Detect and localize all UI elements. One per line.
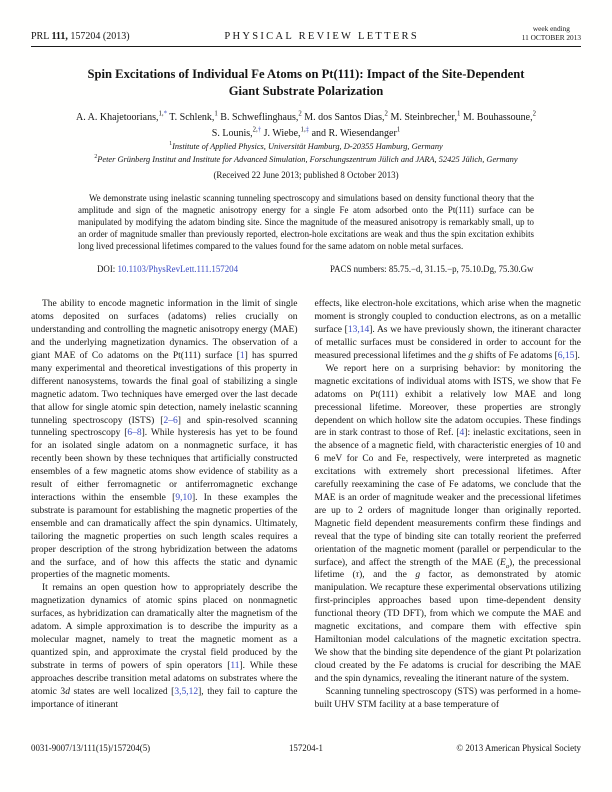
- text-run: τ: [355, 570, 360, 581]
- column-right: [315, 298, 582, 711]
- text-run: Scanning tunneling spectroscopy (STS) was performed in a home-built UHV STM facility at a base temperature of: [314, 686, 581, 710]
- citation-link[interactable]: 6–8: [127, 428, 142, 439]
- text-run: S. Lounis,: [211, 127, 253, 139]
- citation-link[interactable]: 11: [230, 660, 240, 671]
- week-ending-label: week ending: [532, 24, 570, 33]
- text-run: g: [415, 570, 421, 581]
- paragraph: [315, 363, 582, 686]
- doi-link[interactable]: 10.1103/PhysRevLett.111.157204: [117, 264, 239, 275]
- author-list: [31, 110, 581, 141]
- citation-link[interactable]: 2–6: [163, 415, 178, 426]
- text-run: T. Schlenk,: [166, 112, 215, 124]
- footnote-link[interactable]: *: [163, 111, 167, 119]
- affiliation-1: [31, 141, 581, 153]
- issn-code: 0031-9007/13/111(15)/157204(5): [31, 743, 151, 753]
- header-rule: [31, 46, 581, 47]
- text-run: 1: [169, 141, 173, 148]
- text-run: shifts of Fe adatoms [: [473, 351, 558, 362]
- text-run: ] has spurred many experimental and theoretical investigations of this property in different nanosystems, towards the final goal of stabilizing a single magnetic adatom. Two techniques have emerged over the last decade that allow for single atomic spin detection, namely inelastic scanning tunneling spectroscopy (ISTS) [: [31, 351, 298, 426]
- text-run: 111,: [51, 31, 68, 43]
- text-run: ]: inelastic excitations, seen in the absence of a magnetic field, with characteristic energies of 10 and 6 meV for Co and Fe, respectively, were interpreted as magnetic excitations with extremely short precessional lifetimes. After carefully reexamining the case of Fe adatoms, we conclude that the MAE is an order of magnitude weaker and the precessional lifetimes are up to 2 orders of magnitude longer than originally reported. Magnetic field dependent measurements confirm these findings and reveal that the type of binding site can totally reorient the preferred orientation of the magnetic moment (parallel or perpendicular to the surface), and affect the strength of the MAE (: [314, 428, 582, 568]
- paper-title-line1: Spin Excitations of Individual Fe Atoms on Pt(111): Impact of the Site-Dependent: [87, 67, 525, 82]
- pacs-numbers: PACS numbers: 85.75.−d, 31.15.−p, 75.10.Dg, 75.30.Gw: [330, 264, 534, 275]
- text-run: ), and the: [359, 570, 416, 581]
- text-run: J. Wiebe,: [261, 127, 301, 139]
- text-run: ], they fail to capture the importance of itinerant: [31, 686, 298, 710]
- week-ending: [522, 24, 581, 42]
- text-run: 2: [384, 111, 388, 119]
- text-run: 157204 (2013): [67, 31, 130, 43]
- citation-link[interactable]: 1: [239, 351, 245, 362]
- column-left: [31, 298, 298, 711]
- text-run: and R. Wiesendanger: [309, 127, 397, 139]
- doi-pacs-row: [31, 264, 581, 277]
- journal-header: [31, 24, 581, 42]
- text-run: 2,: [252, 126, 258, 134]
- text-run: a: [505, 562, 510, 570]
- abstract: We demonstrate using inelastic scanning tunneling spectroscopy and simulations based on density functional theory that the amplitude and sign of the magnetic anisotropy energy for a single Fe atom adsorbed onto the Pt(111) surface can be manipulated by modifying the adatom binding site. Since the magnitude of the measured anisotropy is remarkably small, up to an order of magnitude smaller than previously reported, electron-hole excitations are weak and thus the spin excitation exhibits long lived precessional lifetimes compared to the values found for the same adatom on noble metal surfaces.: [78, 192, 534, 251]
- text-run: d: [65, 686, 70, 697]
- footnote-link[interactable]: ‡: [305, 126, 310, 134]
- paragraph: [315, 686, 582, 712]
- text-run: We report here on a surprising behavior: by monitoring the magnetic excitations of individual atoms with ISTS, we show that Fe adatoms on Pt(111) exhibit a relatively low MAE and long precessional lifetime. Moreover, these properties are strongly dependent on which hollow site the adatom occupies. These findings are in stark contrast to those of Ref. [: [314, 363, 581, 439]
- author-line-1: [31, 110, 581, 126]
- copyright-notice: © 2013 American Physical Society: [456, 743, 581, 753]
- journal-reference: [31, 31, 130, 42]
- body-columns: [31, 298, 581, 711]
- text-run: E: [500, 557, 506, 568]
- author-line-2: [31, 126, 581, 142]
- text-run: 2: [298, 111, 302, 119]
- text-run: ] and spin-resolved scanning tunneling spectroscopy [: [31, 415, 298, 439]
- text-run: ]. In these examples the substrate is paramount for establishing the magnetic properties of the ensemble and can dramatically affect the spin dynamics. Ultimately, tailoring the magnetic properties on such length scales requires a proper description of the strong hybridization between the adatoms and the surface, and of how this affects the static and dynamic properties of the magnetic moments.: [31, 493, 298, 581]
- text-run: 2: [532, 111, 537, 119]
- received-date: (Received 22 June 2013; published 8 October 2013): [213, 169, 399, 180]
- text-run: effects, like electron-hole excitations, which arise when the magnetic moment is strongly coupled to conduction electrons, as on a metallic surface [: [314, 299, 581, 336]
- journal-title: PHYSICAL REVIEW LETTERS: [224, 31, 419, 43]
- issue-date: 11 OCTOBER 2013: [521, 33, 581, 43]
- citation-link[interactable]: 3,5,12: [174, 686, 199, 697]
- text-run: ]. While hysteresis has yet to be found for an isolated single adatom on a nonmagnetic surface, it has recently been shown by these techniques that artificially constructed ensembles of a few magnetic atoms show evidence of stability as a result of either ferromagnetic or antiferromagnetic exchange interactions within the ensemble [: [31, 428, 298, 504]
- affiliation-2: [31, 154, 581, 166]
- paragraph: [31, 298, 298, 582]
- page-footer: [31, 743, 581, 753]
- text-run: It remains an open question how to appropriately describe the magnetization dynamics of atomic spins placed on nonmagnetic surfaces, as hybridization can dramatically alter the magnetism of the adatom. A simple approximation is to describe the impurity as a molecular magnet, namely to treat the magnetic moment as a quantized spin, and approximate the crystal field produced by the substrate in terms of powers of spin operators [: [31, 583, 298, 671]
- text-run: g: [468, 351, 474, 362]
- citation-link[interactable]: 6,15: [557, 351, 575, 362]
- footnote-link[interactable]: †: [257, 126, 262, 134]
- citation-link[interactable]: 13,14: [347, 325, 370, 336]
- doi-label: DOI:: [97, 264, 118, 275]
- paper-title: [31, 66, 581, 99]
- text-run: factor, as demonstrated by atomic manipulation. We recapture these experimental observations utilizing first-principles approaches based upon time-dependent density functional theory (TD DFT), from which we compute the MAE and magnetic excitations, and compare them with effective spin Hamiltonian model calculations of the magnetic excitation spectra. We show that the binding site dependence of the giant Pt polarization cloud created by the Fe adatoms is crucial for describing the MAE and the spin dynamics, revealing the itinerant nature of the system.: [314, 570, 581, 684]
- text-run: M. dos Santos Dias,: [301, 112, 385, 124]
- text-run: 1: [214, 111, 218, 119]
- text-run: 1,: [300, 126, 306, 134]
- text-run: ].: [574, 351, 580, 362]
- paragraph: [31, 582, 298, 711]
- text-run: The ability to encode magnetic information in the limit of single atoms deposited on surfaces (adatoms) relies crucially on understanding and controlling the magnetic anisotropy energy (MAE) and the underlying magnetization dynamics. The observation of a giant MAE of Co adatoms on the Pt(111) surface [: [31, 299, 298, 362]
- text-run: 1,: [158, 111, 164, 119]
- text-run: Peter Grünberg Institut and Institute for Advanced Simulation, Forschungszentrum Jülich and JARA, 52425 Jülich, Germany: [97, 154, 518, 164]
- text-run: ]. As we have previously shown, the itinerant character of metallic surfaces must be considered in order to account for the measured precessional lifetimes and the: [314, 325, 581, 362]
- text-run: B. Schweflinghaus,: [217, 112, 299, 124]
- citation-link[interactable]: 4: [459, 428, 465, 439]
- text-run: Institute of Applied Physics, Universität Hamburg, D-20355 Hamburg, Germany: [172, 142, 443, 152]
- text-run: A. A. Khajetoorians,: [75, 112, 159, 124]
- citation-link[interactable]: 9,10: [175, 493, 192, 504]
- text-run: states are well localized [: [69, 686, 175, 697]
- page-number: 157204-1: [288, 743, 323, 753]
- text-run: 1: [396, 126, 401, 134]
- paragraph: [315, 298, 582, 363]
- text-run: M. Steinbrecher,: [387, 112, 457, 124]
- text-run: PRL: [31, 31, 52, 43]
- doi: [97, 264, 238, 274]
- text-run: M. Bouhassoune,: [460, 112, 533, 124]
- text-run: ]. While these approaches describe transition metal adatoms on substrates where the atomic 3: [31, 660, 298, 697]
- text-run: ), the precessional lifetime (: [314, 557, 581, 581]
- paper-title-line2: Giant Substrate Polarization: [228, 83, 384, 98]
- text-run: 2: [94, 153, 98, 160]
- text-run: 1: [456, 111, 461, 119]
